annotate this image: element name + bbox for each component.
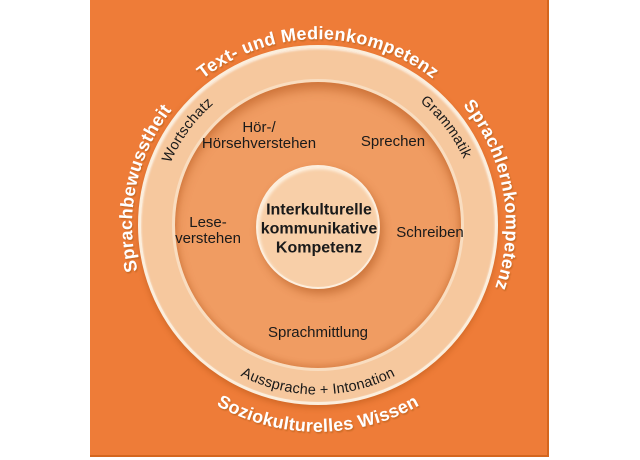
center-title-line3: Kompetenz	[275, 239, 363, 257]
outer-label-top-text: Text- und Medienkompetenz	[193, 23, 443, 83]
outer-label-right-text: Sprachlernkompetenz	[459, 95, 523, 293]
outer-label-top	[193, 23, 443, 82]
center-title-line2: kommunikative	[260, 220, 378, 238]
band-label-vocabulary-text: Wortschatz	[159, 94, 217, 166]
outer-label-bottom-text: Soziokulturelles Wissen	[214, 390, 422, 436]
skill-reading-line1: Lese-	[189, 214, 227, 231]
skill-listening-line1: Hör-/	[242, 119, 276, 136]
skill-speaking	[361, 134, 425, 150]
skill-mediation-text: Sprachmittlung	[267, 324, 369, 341]
band-label-grammar-text: Grammatik	[417, 92, 475, 161]
skill-writing-text: Schreiben	[396, 224, 464, 241]
band-label-pronunciation	[239, 365, 398, 399]
skill-listening-line2: Hörsehverstehen	[201, 135, 317, 152]
band-label-pronunciation-text: Aussprache + Intonation	[238, 364, 398, 399]
skill-reading	[175, 215, 241, 247]
skill-speaking-text: Sprechen	[360, 133, 426, 150]
outer-label-left	[116, 100, 175, 274]
outer-label-left-text: Sprachbewusstheit	[116, 100, 176, 275]
skill-listening	[202, 120, 316, 152]
skill-reading-line2: verstehen	[175, 230, 241, 247]
center-title	[261, 201, 377, 258]
outer-label-right	[460, 95, 522, 293]
center-title-line1: Interkulturelle	[266, 201, 372, 219]
skill-writing	[396, 225, 464, 241]
skill-mediation	[268, 325, 368, 341]
